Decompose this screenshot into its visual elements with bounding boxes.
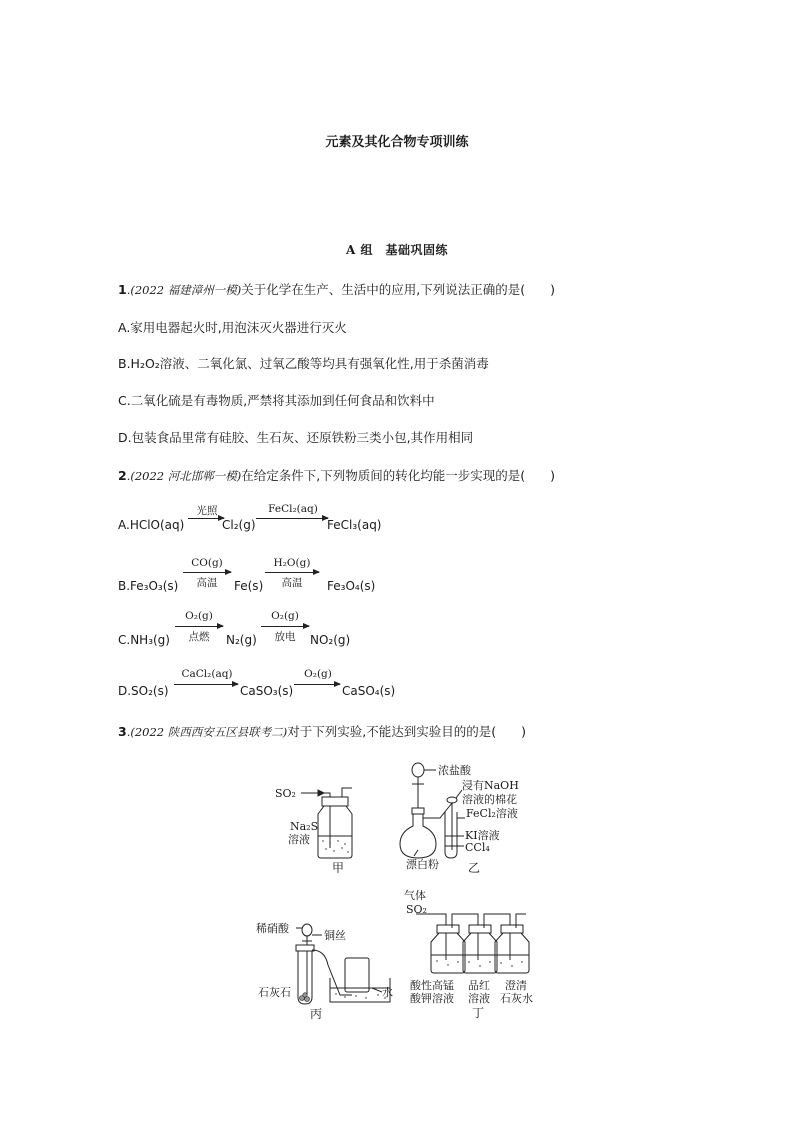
question-stem: 在给定条件下,下列物质间的转化均能一步实现的是( ) [241,468,555,483]
option-b: B.H₂O₂溶液、二氧化氯、过氧乙酸等均具有强氧化性,用于杀菌消毒 [118,356,489,371]
condition-below: 高温 [281,577,303,589]
species: N₂(g) [226,633,257,647]
condition: O₂(g) [271,610,299,622]
condition: 光照 [196,505,218,517]
question-source: .(2022 福建漳州一模) [126,283,242,297]
wash-bottle [463,933,497,973]
label-reagent: 品红 [468,979,490,992]
caption-ding: 丁 [472,1006,485,1020]
option-a: A.家用电器起火时,用泡沫灭火器进行灭火 [118,320,347,335]
caption-yi: 乙 [468,861,481,875]
arrow-head [318,790,324,796]
condition: O₂(g) [304,668,332,680]
wash-bottle [431,933,465,973]
question-source: .(2022 河北邯郸一模) [126,469,242,483]
caption-bing: 丙 [310,1007,323,1021]
species: D.SO₂(s) [118,684,169,698]
label-reagent: 溶液 [468,992,490,1005]
label-solution: Na₂S [290,820,319,833]
group-title: A 组 基础巩固练 [346,243,448,257]
condition: O₂(g) [185,610,213,622]
label-reagent: 稀硝酸 [256,922,289,935]
question-stem: 对于下列实验,不能达到实验目的的是( ) [287,724,526,739]
species: Fe(s) [234,579,264,593]
label-reagent: 水 [382,986,393,999]
label-gas: SO₂ [275,787,296,800]
species: NO₂(g) [310,633,351,647]
option-c: C.二氧化硫是有毒物质,严禁将其添加到任何食品和饮料中 [118,393,435,408]
page-title: 元素及其化合物专项训练 [325,135,469,150]
condition: FeCl₂(aq) [268,503,318,515]
condition: H₂O(g) [273,557,311,569]
condition-below: 放电 [274,631,296,643]
question-number: 1 [118,282,127,297]
question-number: 2 [118,468,127,483]
label-reagent: 溶液的棉花 [462,793,517,806]
label-reagent: 石灰石 [258,986,291,999]
species: B.Fe₃O₃(s) [118,579,179,593]
label-reagent: 澄清 [505,979,527,992]
label-solution: 溶液 [288,833,310,846]
apparatus-yi [400,763,465,858]
condition-below: 高温 [196,577,218,589]
label-reagent: 铜丝 [324,929,346,942]
caption-jia: 甲 [332,861,345,875]
apparatus-ding [416,914,529,973]
round-flask [400,814,436,858]
condition-below: 点燃 [188,631,210,643]
species: CaSO₄(s) [342,684,396,698]
question-stem: 关于化学在生产、生活中的应用,下列说法正确的是( ) [241,282,555,297]
label-reagent: FeCl₂溶液 [466,807,518,820]
question-source: .(2022 陕西西安五区县联考二) [126,725,288,739]
separatory-funnel [412,763,424,777]
label-gas: 气体 [404,889,426,902]
species: Fe₃O₄(s) [327,579,376,593]
label-reagent: 酸性高锰 [410,979,454,992]
condition: CO(g) [191,557,223,569]
label-reagent: 浸有NaOH [462,779,519,792]
species: C.NH₃(g) [118,633,170,647]
label-reagent: 酸钾溶液 [410,992,454,1005]
wash-bottle [495,933,529,973]
condition: CaCl₂(aq) [181,668,233,680]
option-d: D.包装食品里常有硅胶、生石灰、还原铁粉三类小包,其作用相同 [118,430,474,445]
species: A.HClO(aq) [118,518,185,532]
label-reagent: 漂白粉 [406,858,439,871]
separatory-funnel [302,924,312,936]
species: Cl₂(g) [222,518,256,532]
species: CaSO₃(s) [240,684,294,698]
water-trough [330,978,390,1002]
label-reagent: KI溶液 [465,829,500,842]
question-number: 3 [118,724,127,739]
label-reagent: 石灰水 [500,992,533,1005]
species: FeCl₃(aq) [327,518,382,532]
label-gas: SO₂ [406,903,427,916]
label-reagent: CCl₄ [465,841,490,854]
label-reagent: 浓盐酸 [438,764,471,777]
